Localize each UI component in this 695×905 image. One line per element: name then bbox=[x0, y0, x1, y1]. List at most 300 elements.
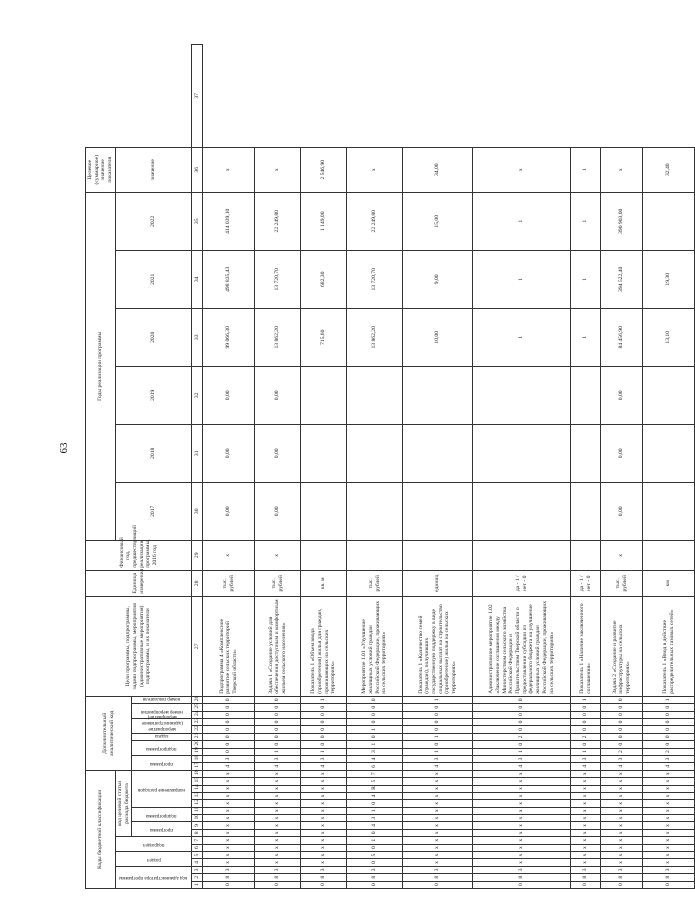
code-cell: 0 bbox=[203, 704, 255, 711]
code-cell: 0 bbox=[601, 726, 643, 733]
year-value bbox=[643, 366, 695, 424]
code-cell: 0 bbox=[255, 719, 301, 726]
code-cell: 3 bbox=[571, 755, 601, 762]
code-cell: 3 bbox=[403, 755, 473, 762]
code-cell: х bbox=[203, 837, 255, 844]
code-cell: х bbox=[301, 770, 347, 777]
admin-code-header: код администратора программы bbox=[115, 866, 191, 888]
code-cell: х bbox=[301, 844, 347, 851]
row-name: Задача 1 «Создание условий для обеспечения доступным и комфортным жильем сельского населения» bbox=[255, 596, 301, 696]
code-cell: 1 bbox=[301, 696, 347, 703]
year-value bbox=[403, 424, 473, 482]
code-cell: х bbox=[571, 807, 601, 814]
code-cell: х bbox=[301, 859, 347, 866]
year-2018-header: 2018 bbox=[115, 424, 191, 482]
row-unit: км bbox=[643, 570, 695, 596]
code-cell: 0 bbox=[347, 844, 403, 851]
code-cell: 3 bbox=[571, 866, 601, 873]
code-cell: 0 bbox=[473, 704, 571, 711]
year-value bbox=[347, 366, 403, 424]
code-cell: х bbox=[403, 770, 473, 777]
year-value: 13 720,70 bbox=[255, 250, 301, 308]
column-number: 7 bbox=[192, 837, 203, 844]
code-cell: х bbox=[403, 792, 473, 799]
code-cell: х bbox=[203, 807, 255, 814]
code-cell: 0 bbox=[643, 719, 695, 726]
code-cell: х bbox=[301, 792, 347, 799]
year-value: 0,00 bbox=[601, 482, 643, 540]
code-cell: 0 bbox=[571, 704, 601, 711]
code-cell: х bbox=[571, 852, 601, 859]
code-cell: 0 bbox=[347, 696, 403, 703]
column-number: 16 bbox=[192, 770, 203, 777]
table-row bbox=[643, 45, 695, 889]
row-fin-year bbox=[301, 540, 347, 570]
column-number: 18 bbox=[192, 755, 203, 762]
code-cell: 0 bbox=[473, 711, 571, 718]
row-unit: да - 1 / нет - 0 bbox=[571, 570, 601, 596]
code-cell: х bbox=[601, 785, 643, 792]
code-cell: 0 bbox=[571, 711, 601, 718]
unit-column-header: Единица измерения bbox=[86, 570, 192, 596]
code-cell: х bbox=[643, 822, 695, 829]
column-number: 13 bbox=[192, 792, 203, 799]
code-cell: х bbox=[601, 859, 643, 866]
code-cell: х bbox=[473, 837, 571, 844]
code-cell: 2 bbox=[473, 733, 571, 740]
code-cell: 0 bbox=[255, 696, 301, 703]
code-cell: х bbox=[203, 844, 255, 851]
code-cell: 0 bbox=[301, 741, 347, 748]
code-cell: х bbox=[255, 844, 301, 851]
code-cell: 4 bbox=[203, 763, 255, 770]
column-number: 11 bbox=[192, 807, 203, 814]
code-cell: х bbox=[403, 815, 473, 822]
code-cell: х bbox=[571, 785, 601, 792]
code-cell: 0 bbox=[643, 726, 695, 733]
row-fin-year bbox=[473, 540, 571, 570]
code-cell: х bbox=[403, 785, 473, 792]
code-cell: 8 bbox=[571, 874, 601, 881]
years-group-header: Годы реализации программы bbox=[86, 192, 116, 540]
code-cell: 0 bbox=[203, 881, 255, 888]
code-cell: 2 bbox=[571, 733, 601, 740]
year-value bbox=[347, 482, 403, 540]
year-value: 0,00 bbox=[255, 424, 301, 482]
code-cell: х bbox=[203, 778, 255, 785]
code-cell: 0 bbox=[403, 719, 473, 726]
code-cell: 8 bbox=[347, 874, 403, 881]
code-cell: х bbox=[473, 844, 571, 851]
column-number: 28 bbox=[192, 570, 203, 596]
code-cell: 0 bbox=[571, 881, 601, 888]
code-cell: 0 bbox=[301, 881, 347, 888]
code-cell: 4 bbox=[347, 755, 403, 762]
code-cell: 0 bbox=[643, 711, 695, 718]
year-value: 13 720,70 bbox=[347, 250, 403, 308]
dop-code-header: Дополнительный аналитический код bbox=[86, 696, 132, 770]
code-cell: 0 bbox=[403, 704, 473, 711]
code-cell: х bbox=[601, 807, 643, 814]
code-cell: х bbox=[255, 822, 301, 829]
code-cell: 0 bbox=[203, 748, 255, 755]
code-cell: 5 bbox=[347, 778, 403, 785]
year-value: 22 249,80 bbox=[347, 192, 403, 250]
year-value: 1 bbox=[473, 192, 571, 250]
goal-column-header: Цели программы, подпрограммы, задачи подпрограммы, мероприятия (административные мероприятия) подпрограммы, и их показатели bbox=[86, 596, 192, 696]
code-cell: х bbox=[601, 822, 643, 829]
code-cell: 0 bbox=[601, 711, 643, 718]
code-cell: х bbox=[601, 837, 643, 844]
code-cell: 4 bbox=[473, 763, 571, 770]
code-cell: 1 bbox=[571, 748, 601, 755]
code-cell: х bbox=[601, 792, 643, 799]
code-cell: 0 bbox=[473, 726, 571, 733]
year-value: 9,00 bbox=[403, 250, 473, 308]
code-cell: 2 bbox=[643, 748, 695, 755]
d-podprogramma-header: подпрограмма bbox=[132, 741, 192, 756]
code-cell: х bbox=[301, 785, 347, 792]
year-value: 1 bbox=[571, 250, 601, 308]
row-name: Подпрограмма 4 «Комплексное развитие сельских территорий Тверской области» bbox=[203, 596, 255, 696]
column-number: 6 bbox=[192, 844, 203, 851]
code-cell: 0 bbox=[301, 726, 347, 733]
code-cell: 0 bbox=[203, 711, 255, 718]
code-cell: 0 bbox=[203, 733, 255, 740]
d-meropriyatie-header: мероприятие (административное мероприятие) bbox=[132, 719, 192, 734]
column-numbers-row bbox=[192, 45, 203, 889]
programma-header: программа bbox=[132, 822, 192, 837]
column-number: 20 bbox=[192, 741, 203, 748]
code-cell: х bbox=[571, 770, 601, 777]
d-nomer-pokaz-header: номер показателя bbox=[132, 696, 192, 703]
year-value bbox=[571, 366, 601, 424]
year-value: 84 456,90 bbox=[601, 308, 643, 366]
razdel-header: раздел bbox=[115, 852, 191, 867]
code-cell: х bbox=[643, 792, 695, 799]
code-cell: х bbox=[203, 815, 255, 822]
year-value: 15,00 bbox=[403, 192, 473, 250]
year-value bbox=[643, 424, 695, 482]
table-row bbox=[301, 45, 347, 889]
column-number: 24 bbox=[192, 711, 203, 718]
code-cell: 1 bbox=[347, 807, 403, 814]
column-number: 8 bbox=[192, 829, 203, 836]
code-cell: х bbox=[601, 815, 643, 822]
row-name: Показатель 1 «Количество семей (граждан), получивших государственную поддержку в виде социальных выплат на строительство (приобретение) жилья на сельских территориях» bbox=[403, 596, 473, 696]
code-cell: 0 bbox=[571, 726, 601, 733]
year-2021-header: 2021 bbox=[115, 250, 191, 308]
code-cell: х bbox=[571, 829, 601, 836]
year-value: 498 835,43 bbox=[203, 250, 255, 308]
code-cell: 0 bbox=[643, 881, 695, 888]
row-fin-year: х bbox=[203, 540, 255, 570]
code-cell: 0 bbox=[571, 741, 601, 748]
year-value: 1 bbox=[473, 308, 571, 366]
code-cell: х bbox=[643, 785, 695, 792]
year-value: 0,00 bbox=[255, 482, 301, 540]
column-number: 36 bbox=[192, 147, 203, 192]
code-cell: 4 bbox=[255, 763, 301, 770]
row-name: Показатель 1 «Ввод в действие распределительных газовых сетей» bbox=[643, 596, 695, 696]
target-column-header: Целевое (суммарное) значение показателя bbox=[86, 147, 116, 192]
code-cell: 1 bbox=[643, 696, 695, 703]
code-cell: 8 bbox=[301, 874, 347, 881]
column-number: 31 bbox=[192, 424, 203, 482]
code-cell: 0 bbox=[347, 800, 403, 807]
row-fin-year bbox=[403, 540, 473, 570]
year-value: 715,60 bbox=[301, 308, 347, 366]
page-number: 63 bbox=[58, 442, 70, 454]
code-cell: 3 bbox=[203, 755, 255, 762]
row-unit: тыс. рублей bbox=[255, 570, 301, 596]
podrazdel-header: подраздел bbox=[115, 837, 191, 852]
code-cell: 0 bbox=[347, 859, 403, 866]
year-value bbox=[347, 424, 403, 482]
code-cell: 3 bbox=[301, 755, 347, 762]
podprogramma-header: подпрограмма bbox=[132, 807, 192, 822]
year-value bbox=[473, 366, 571, 424]
code-cell: 0 bbox=[601, 881, 643, 888]
year-value: 22 249,80 bbox=[255, 192, 301, 250]
year-2019-header: 2019 bbox=[115, 366, 191, 424]
code-cell: 1 bbox=[571, 696, 601, 703]
code-cell: 0 bbox=[255, 741, 301, 748]
column-number: 12 bbox=[192, 800, 203, 807]
code-cell: 3 bbox=[643, 755, 695, 762]
row-name: Задача 2 «Создание и развитие инфраструктуры на сельских территориях» bbox=[601, 596, 643, 696]
code-cell: х bbox=[301, 807, 347, 814]
code-cell: 2 bbox=[601, 748, 643, 755]
code-cell: х bbox=[255, 792, 301, 799]
code-cell: х bbox=[643, 829, 695, 836]
year-2017-header: 2017 bbox=[115, 482, 191, 540]
code-cell: 7 bbox=[347, 770, 403, 777]
table-row bbox=[403, 45, 473, 889]
row-name: Административное мероприятие 1.02 «Заключение соглашения между Министерством сельского хозяйства Российской Федерации и Правительством Тверской области о предоставлении субсидии из федерального бюджета на улучшение жилищных условий граждан Российской Федерации, проживающих на сельских территориях» bbox=[473, 596, 571, 696]
column-number: 15 bbox=[192, 778, 203, 785]
kbk-header: Коды бюджетной классификации bbox=[86, 770, 116, 888]
code-cell: х bbox=[571, 778, 601, 785]
code-cell: х bbox=[571, 792, 601, 799]
code-cell: х bbox=[473, 800, 571, 807]
code-cell: х bbox=[403, 800, 473, 807]
row-target: х bbox=[255, 147, 301, 192]
code-cell: х bbox=[255, 807, 301, 814]
column-number: 9 bbox=[192, 822, 203, 829]
column-number: 37 bbox=[192, 45, 203, 148]
code-cell: 0 bbox=[255, 711, 301, 718]
code-cell: х bbox=[403, 837, 473, 844]
column-number: 19 bbox=[192, 748, 203, 755]
year-value: 19,30 bbox=[643, 250, 695, 308]
code-cell: х bbox=[643, 837, 695, 844]
year-2022-header: 2022 bbox=[115, 192, 191, 250]
code-cell: 0 bbox=[643, 733, 695, 740]
code-cell: 3 bbox=[473, 866, 571, 873]
code-cell: х bbox=[571, 859, 601, 866]
code-cell: х bbox=[601, 829, 643, 836]
row-unit: тыс. рублей bbox=[347, 570, 403, 596]
code-cell: 1 bbox=[403, 733, 473, 740]
code-cell: 5 bbox=[347, 852, 403, 859]
column-number: 32 bbox=[192, 366, 203, 424]
code-cell: 0 bbox=[301, 704, 347, 711]
code-cell: 0 bbox=[601, 741, 643, 748]
row-target: х bbox=[347, 147, 403, 192]
code-cell: х bbox=[301, 837, 347, 844]
code-cell: х bbox=[403, 822, 473, 829]
table-row bbox=[347, 45, 403, 889]
napravlenie-header: направление расходов bbox=[132, 770, 192, 807]
row-unit: единиц bbox=[403, 570, 473, 596]
code-cell: х bbox=[473, 829, 571, 836]
code-cell: х bbox=[473, 859, 571, 866]
code-cell: 0 bbox=[301, 719, 347, 726]
code-cell: 3 bbox=[601, 866, 643, 873]
code-cell: 1 bbox=[255, 748, 301, 755]
code-cell: 1 bbox=[347, 726, 403, 733]
column-number: 1 bbox=[192, 881, 203, 888]
code-cell: 3 bbox=[347, 748, 403, 755]
code-cell: х bbox=[203, 792, 255, 799]
code-cell: х bbox=[571, 837, 601, 844]
code-cell: 4 bbox=[571, 763, 601, 770]
code-cell: 0 bbox=[347, 829, 403, 836]
code-cell: 3 bbox=[255, 866, 301, 873]
year-value: 0,00 bbox=[255, 366, 301, 424]
code-cell: 3 bbox=[643, 866, 695, 873]
kod-tselevoy-header: код целевой статьи расхода бюджета bbox=[115, 770, 131, 837]
year-value: 0,00 bbox=[203, 424, 255, 482]
code-cell: х bbox=[473, 778, 571, 785]
column-number: 27 bbox=[192, 596, 203, 696]
code-cell: х bbox=[403, 844, 473, 851]
code-cell: 0 bbox=[347, 711, 403, 718]
column-number: 25 bbox=[192, 704, 203, 711]
code-cell: х bbox=[255, 859, 301, 866]
code-cell: 1 bbox=[403, 696, 473, 703]
code-cell: х bbox=[473, 822, 571, 829]
code-cell: 3 bbox=[301, 866, 347, 873]
year-value: 1 bbox=[473, 250, 571, 308]
row-fin-year bbox=[571, 540, 601, 570]
column-number: 26 bbox=[192, 696, 203, 703]
column-number: 29 bbox=[192, 540, 203, 570]
code-cell: х bbox=[301, 815, 347, 822]
code-cell: 0 bbox=[403, 726, 473, 733]
code-cell: 0 bbox=[347, 733, 403, 740]
year-value: 10,00 bbox=[403, 308, 473, 366]
year-value: 682,30 bbox=[301, 250, 347, 308]
column-number: 33 bbox=[192, 308, 203, 366]
code-cell: 4 bbox=[601, 763, 643, 770]
code-cell: х bbox=[203, 770, 255, 777]
code-cell: х bbox=[571, 844, 601, 851]
year-value: 1 bbox=[571, 308, 601, 366]
code-cell: х bbox=[473, 815, 571, 822]
code-cell: 0 bbox=[203, 726, 255, 733]
table-row bbox=[601, 45, 643, 889]
code-cell: 3 bbox=[403, 866, 473, 873]
code-cell: х bbox=[643, 815, 695, 822]
code-cell: х bbox=[255, 852, 301, 859]
code-cell: х bbox=[643, 778, 695, 785]
code-cell: х bbox=[301, 800, 347, 807]
column-number: 17 bbox=[192, 763, 203, 770]
code-cell: 0 bbox=[347, 719, 403, 726]
code-cell: 8 bbox=[643, 874, 695, 881]
row-fin-year bbox=[643, 540, 695, 570]
table-row bbox=[255, 45, 301, 889]
code-cell: 0 bbox=[473, 719, 571, 726]
column-number: 10 bbox=[192, 815, 203, 822]
d-nomer-meropr-header: номер мероприятия bbox=[132, 704, 192, 719]
code-cell: х bbox=[601, 778, 643, 785]
code-cell: х bbox=[203, 852, 255, 859]
code-cell: 1 bbox=[473, 748, 571, 755]
year-value: 0,00 bbox=[601, 424, 643, 482]
code-cell: 0 bbox=[601, 719, 643, 726]
code-cell: 8 bbox=[473, 874, 571, 881]
code-cell: 0 bbox=[403, 741, 473, 748]
year-value bbox=[403, 366, 473, 424]
year-value bbox=[473, 482, 571, 540]
code-cell: 0 bbox=[643, 704, 695, 711]
code-cell: 3 bbox=[347, 815, 403, 822]
code-cell: х bbox=[203, 822, 255, 829]
column-number: 2 bbox=[192, 874, 203, 881]
code-cell: х bbox=[473, 792, 571, 799]
row-fin-year: х bbox=[255, 540, 301, 570]
code-cell: 6 bbox=[347, 763, 403, 770]
code-cell: 3 bbox=[473, 755, 571, 762]
code-cell: 0 bbox=[255, 726, 301, 733]
year-value bbox=[403, 482, 473, 540]
code-cell: х bbox=[601, 770, 643, 777]
year-value: 1 bbox=[571, 192, 601, 250]
program-table bbox=[85, 44, 695, 889]
code-cell: 8 bbox=[255, 874, 301, 881]
code-cell: 3 bbox=[255, 755, 301, 762]
code-cell: х bbox=[643, 800, 695, 807]
row-target: х bbox=[601, 147, 643, 192]
code-cell: 4 bbox=[643, 763, 695, 770]
code-cell: R bbox=[347, 785, 403, 792]
code-cell: х bbox=[403, 807, 473, 814]
year-value: 1 149,00 bbox=[301, 192, 347, 250]
row-fin-year: х bbox=[601, 540, 643, 570]
code-cell: х bbox=[643, 844, 695, 851]
year-value: 0,00 bbox=[203, 366, 255, 424]
column-number: 14 bbox=[192, 785, 203, 792]
code-cell: х bbox=[571, 800, 601, 807]
code-cell: 8 bbox=[203, 874, 255, 881]
code-cell: 4 bbox=[301, 763, 347, 770]
d-programma-header: программа bbox=[132, 755, 192, 770]
code-cell: 0 bbox=[255, 881, 301, 888]
year-value bbox=[301, 366, 347, 424]
code-cell: 3 bbox=[347, 866, 403, 873]
code-cell: 0 bbox=[301, 733, 347, 740]
table-row bbox=[571, 45, 601, 889]
code-cell: 0 bbox=[203, 719, 255, 726]
table-row bbox=[203, 45, 255, 889]
code-cell: 1 bbox=[301, 748, 347, 755]
column-number: 22 bbox=[192, 726, 203, 733]
code-cell: х bbox=[643, 859, 695, 866]
year-value: 0,00 bbox=[203, 482, 255, 540]
